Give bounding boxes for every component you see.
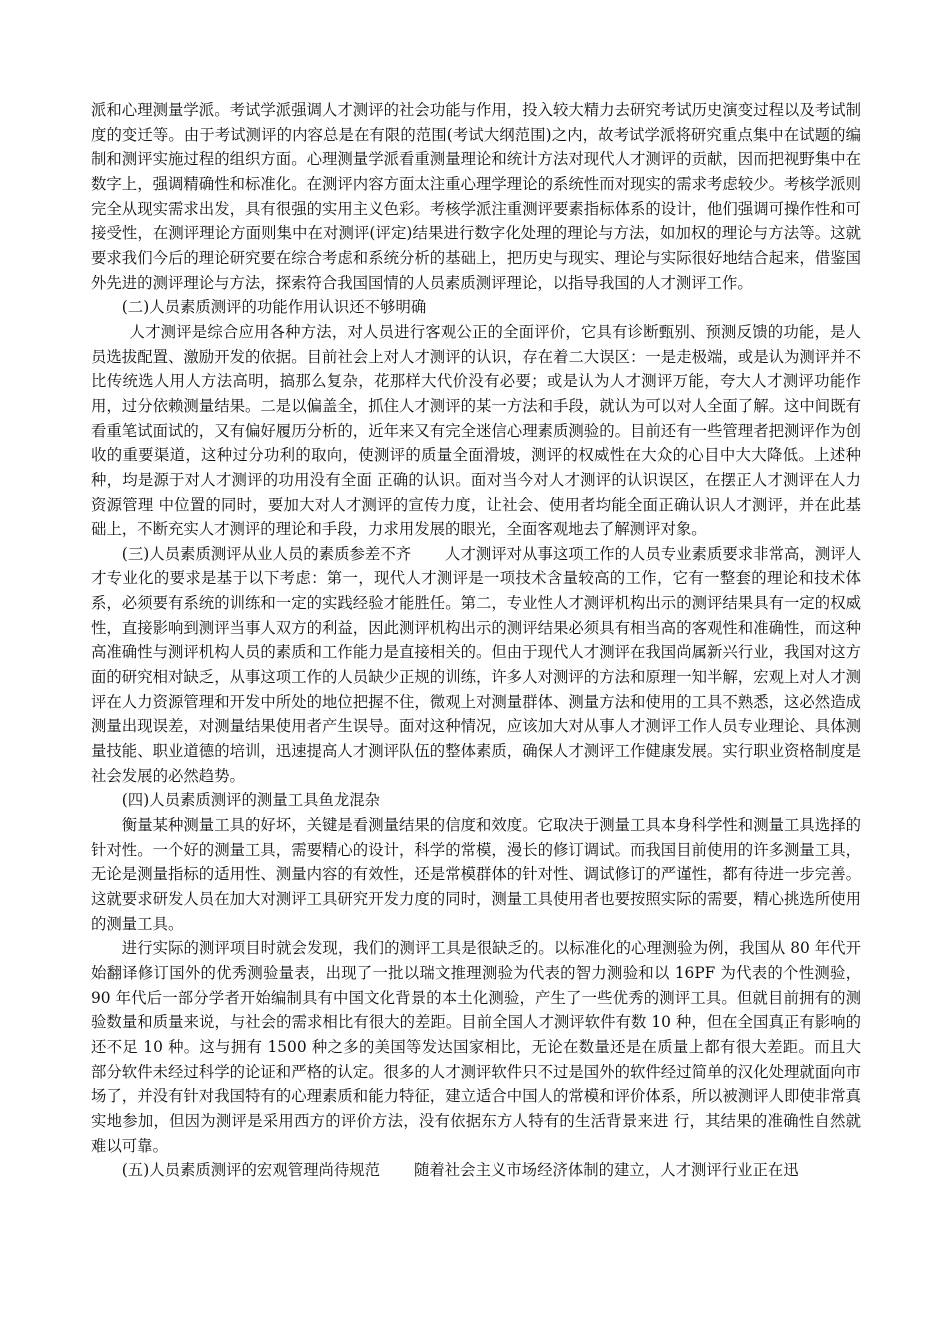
paragraph-5: 进行实际的测评项目时就会发现，我们的测评工具是很缺乏的。以标准化的心理测验为例，我国从 80 年代开始翻译修订国外的优秀测验量表，出现了一批以瑞文推理测验为代表的智力测验和以 16PF 为代表的个性测验，90 年代后一部分学者开始编制具有中国文化背景的本土化测验，产生了一些优秀的测评工具。但就目前拥有的测验数量和质量来说，与社会的需求相比有很大的差距。目前全国人才测评软件有数 10 种，但在全国真正有影响的还不足 10 种。这与拥有 1500 种之多的美国等发达国家相比，无论在数量还是在质量上都有很大差距。而且大部分软件未经过科学的论证和严格的认定。很多的人才测评软件只不过是国外的软件经过简单的汉化处理就面向市场了，并没有针对我国特有的心理素质和能力特征，建立适合中国人的常模和评价体系，所以被测评人即使非常真实地参加，但因为测评是采用西方的评价方法，没有依据东方人特有的生活背景来进 行，其结果的准确性自然就难以可靠。 bbox=[91, 939, 861, 1155]
paragraph-4: 衡量某种测量工具的好坏，关键是看测量结果的信度和效度。它取决于测量工具本身科学性和测量工具选择的针对性。一个好的测量工具，需要精心的设计，科学的常模，漫长的修订调试。而我国目前使用的许多测量工具，无论是测量指标的适用性、测量内容的有效性，还是常模群体的针对性、调试修订的严谨性，都有待进一步完善。这就要求研发人员在加大对测评工具研究开发力度的同时，测量工具使用者也要按照实际的需要，精心挑选所使用的测量工具。 bbox=[91, 816, 861, 933]
section-heading-2: (二)人员素质测评的功能作用认识还不够明确 bbox=[121, 298, 427, 317]
section-3-paragraph bbox=[91, 542, 861, 789]
paragraph-2: 人才测评是综合应用各种方法，对人员进行客观公正的全面评价，它具有诊断甄别、预测反馈的功能，是人员选拔配置、激励开发的依据。目前社会上对人才测评的认识，存在着二大误区：一是走极端，或是认为测评并不比传统选人用人方法高明，搞那么复杂，花那样大代价没有必要；或是认为人才测评万能，夸大人才测评功能作用，过分依赖测量结果。二是以偏盖全，抓住人才测评的某一方法和手段，就认为可以对人全面了解。这中间既有看重笔试面试的，又有偏好履历分析的，近年来又有完全迷信心理素质测验的。目前还有一些管理者把测评作为创收的重要渠道，这种过分功利的取向，使测评的质量全面滑坡，测评的权威性在大众的心目中大大降低。上述种种，均是源于对人才测评的功用没有全面 正确的认识。面对当今对人才测评的认识误区，在摆正人才测评在人力资源管理 中位置的同时，要加大对人才测评的宣传力度，让社会、使用者均能全面正确认识人才测评，并在此基础上，不断充实人才测评的理论和手段，力求用发展的眼光，全面客观地去了解测评对象。 bbox=[91, 322, 861, 539]
section-heading-4: (四)人员素质测评的测量工具鱼龙混杂 bbox=[121, 791, 381, 810]
document-page bbox=[91, 98, 861, 1183]
paragraph-6-text: 随着社会主义市场经济体制的建立，人才测评行业正在迅 bbox=[413, 1161, 799, 1180]
paragraph-1: 派和心理测量学派。考试学派强调人才测评的社会功能与作用，投入较大精力去研究考试历史演变过程以及考试制度的变迁等。由于考试测评的内容总是在有限的范围(考试大纲范围)之内，故考试学派将研究重点集中在试题的编制和测评实施过程的组织方面。心理测量学派看重测量理论和统计方法对现代人才测评的贡献，因而把视野集中在数字上，强调精确性和标准化。在测评内容方面太注重心理学理论的系统性而对现实的需求考虑较少。考核学派则完全从现实需求出发，具有很强的实用主义色彩。考核学派注重测评要素指标体系的设计，他们强调可操作性和可接受性，在测评理论方面则集中在对测评(评定)结果进行数字化处理的理论与方法，如加权的理论与方法等。这就要求我们今后的理论研究要在综合考虑和系统分析的基础上，把历史与现实、理论与实际很好地结合起来，借鉴国外先进的测评理论与方法，探索符合我国国情的人员素质测评理论，以指导我国的人才测评工作。 bbox=[91, 101, 861, 292]
section-heading-3: (三)人员素质测评从业人员的素质参差不齐 bbox=[121, 544, 412, 563]
paragraph-3-text: 人才测评对从事这项工作的人员专业素质要求非常高，测评人才专业化的要求是基于以下考虑：第一，现代人才测评是一项技术含量较高的工作，它有一整套的理论和技术体系，必须要有系统的训练和一定的实践经验才能胜任。第二，专业性人才测评机构出示的测评结果具有一定的权威性，直接影响到测评当事人双方的利益，因此测评机构出示的测评结果必须具有相当高的客观性和准确性，而这种高准确性与测评机构人员的素质和工作能力是直接相关的。但由于现代人才测评在我国尚属新兴行业，我国对这方面的研究相对缺乏，从事这项工作的人员缺少正规的训练，许多人对测评的方法和原理一知半解，宏观上对人才测评在人力资源管理和开发中所处的地位把握不住，微观上对测量群体、测量方法和使用的工具不熟悉，这必然造成测量出现误差，对测量结果使用者产生误导。面对这种情况，应该加大对从事人才测评工作人员专业理论、具体测量技能、职业道德的培训，迅速提高人才测评队伍的整体素质，确保人才测评工作健康发展。实行职业资格制度是社会发展的必然趋势。 bbox=[91, 544, 861, 785]
section-heading-5: (五)人员素质测评的宏观管理尚待规范 bbox=[121, 1161, 381, 1180]
section-5-paragraph bbox=[91, 1158, 861, 1183]
